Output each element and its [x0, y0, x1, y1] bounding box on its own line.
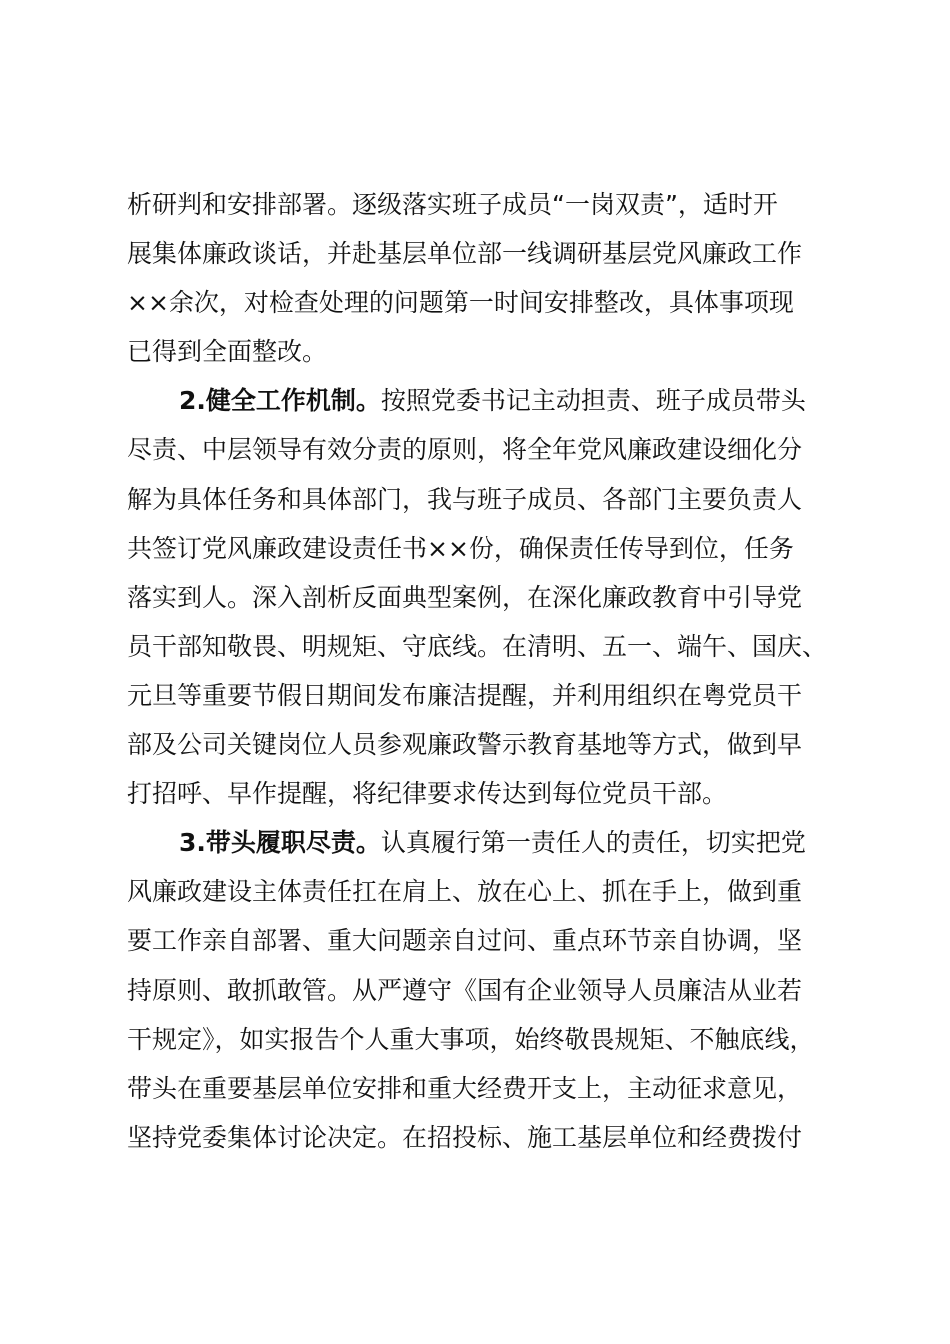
- paragraph-text: 认真履行第一责任人的责任，切实把党: [380, 828, 806, 858]
- paragraph-line: 打招呼、早作提醒，将纪律要求传达到每位党员干部。: [127, 779, 728, 809]
- paragraph-line: [127, 376, 867, 425]
- paragraph-line: 尽责、中层领导有效分责的原则，将全年党风廉政建设细化分: [127, 435, 803, 465]
- paragraph-line: 要工作亲自部署、重大问题亲自过问、重点环节亲自协调，坚: [127, 926, 803, 956]
- paragraph-line: 展集体廉政谈话，并赴基层单位部一线调研基层党风廉政工作: [127, 239, 803, 269]
- paragraph-line: 风廉政建设主体责任扛在肩上、放在心上、抓在手上，做到重: [127, 877, 803, 907]
- section-heading: 3.带头履职尽责。: [179, 828, 381, 858]
- paragraph-line: ××余次，对检查处理的问题第一时间安排整改，具体事项现: [127, 288, 794, 318]
- paragraph-line: 坚持党委集体讨论决定。在招投标、施工基层单位和经费拨付: [127, 1122, 803, 1152]
- paragraph-line: 部及公司关键岗位人员参观廉政警示教育基地等方式，做到早: [127, 730, 803, 760]
- paragraph-line: 持原则、敢抓敢管。从严遵守《国有企业领导人员廉洁从业若: [127, 975, 803, 1005]
- paragraph-line: 共签订党风廉政建设责任书××份，确保责任传导到位，任务: [127, 533, 794, 563]
- paragraph-line: 解为具体任务和具体部门，我与班子成员、各部门主要负责人: [127, 484, 803, 514]
- paragraph-line: 落实到人。深入剖析反面典型案例，在深化廉政教育中引导党: [127, 582, 803, 612]
- paragraph-line: [127, 818, 867, 867]
- section-heading: 2.健全工作机制。: [179, 386, 381, 416]
- paragraph-text: 按照党委书记主动担责、班子成员带头: [380, 386, 806, 416]
- paragraph-line: 员干部知敬畏、明规矩、守底线。在清明、五一、端午、国庆、: [127, 631, 828, 661]
- paragraph-line: 已得到全面整改。: [127, 337, 328, 367]
- paragraph-line: 元旦等重要节假日期间发布廉洁提醒，并利用组织在粤党员干: [127, 680, 803, 710]
- document-body: [127, 180, 867, 1162]
- paragraph-line: 干规定》，如实报告个人重大事项，始终敬畏规矩、不触底线，: [127, 1024, 815, 1054]
- paragraph-line: 析研判和安排部署。逐级落实班子成员“一岗双责”，适时开: [127, 190, 778, 219]
- paragraph-line: 带头在重要基层单位安排和重大经费开支上，主动征求意见，: [127, 1073, 803, 1103]
